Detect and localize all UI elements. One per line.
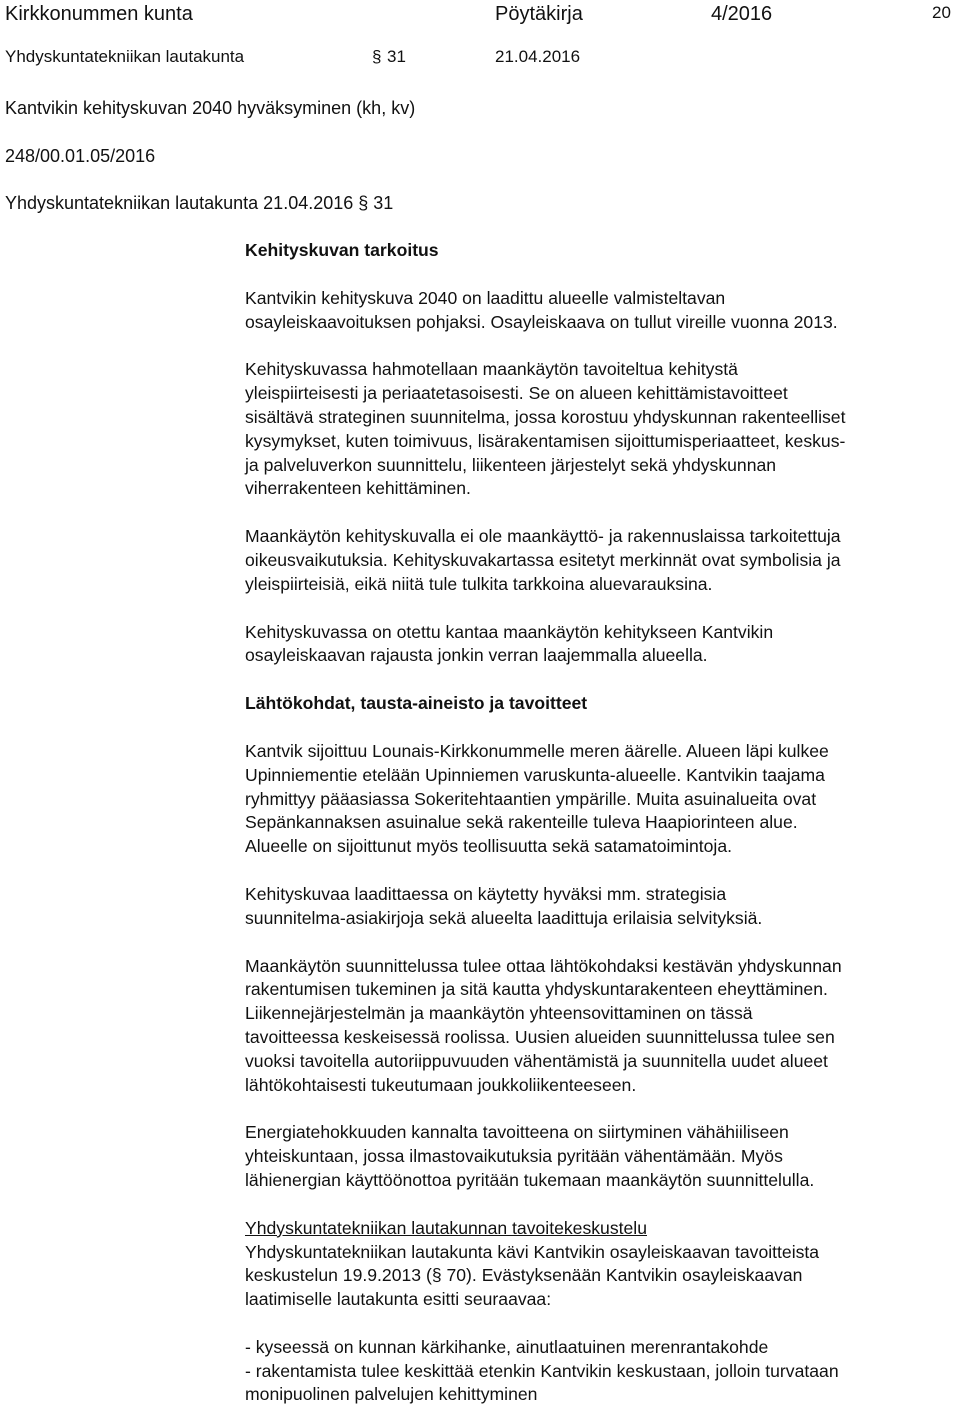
paragraph-line: lähtökohtaisesti tukeutumaan joukkoliikenteeseen.: [245, 1074, 637, 1095]
paragraph-line: osayleiskaavan rajausta jonkin verran laajemmalla alueella.: [245, 645, 708, 666]
paragraph-line: yleispiirteisesti ja periaatetasoisesti. Se on alueen kehittämistavoitteet: [245, 383, 788, 404]
heading-purpose: Kehityskuvan tarkoitus: [245, 240, 439, 260]
paragraph-line: laatimiselle lautakunta esitti seuraavaa:: [245, 1289, 552, 1310]
paragraph-line: yleispiirteisiä, eikä niitä tule tulkita tarkkoina aluevarauksina.: [245, 573, 713, 594]
bullet-item-continuation: monipuolinen palvelujen kehittyminen: [245, 1384, 538, 1405]
paragraph-line: suunnitelma-asiakirjoja sekä alueelta laadittuja erilaisia selvityksiä.: [245, 907, 763, 928]
paragraph-line: sisältävä strateginen suunnitelma, jossa korostuu yhdyskunnan rakenteelliset: [245, 406, 846, 427]
record-number: 248/00.01.05/2016: [5, 146, 156, 166]
municipality-name: Kirkkonummen kunta: [5, 3, 193, 25]
paragraph-line: viherrakenteen kehittäminen.: [245, 478, 471, 499]
paragraph-line: Kantvik sijoittuu Lounais-Kirkkonummelle meren äärelle. Alueen läpi kulkee: [245, 740, 829, 761]
paragraph-line: osayleiskaavoituksen pohjaksi. Osayleiskaava on tullut vireille vuonna 2013.: [245, 311, 838, 332]
paragraph-line: tavoitteessa keskeisessä roolissa. Uusien alueiden suunnittelussa tulee sen: [245, 1026, 835, 1047]
section-mark: §: [372, 47, 382, 66]
document-type: Pöytäkirja: [495, 3, 583, 25]
paragraph-line: Kehityskuvassa hahmotellaan maankäytön tavoiteltua kehitystä: [245, 359, 738, 380]
paragraph-line: Alueelle on sijoittunut myös teollisuutta sekä satamatoimintoja.: [245, 836, 733, 857]
paragraph-line: keskustelun 19.9.2013 (§ 70). Evästyksenään Kantvikin osayleiskaavan: [245, 1265, 803, 1286]
paragraph-line: yhteiskuntaan, jossa ilmastovaikutuksia pyritään vähentämään. Myös: [245, 1146, 783, 1167]
paragraph-line: Kantvikin kehityskuva 2040 on laadittu alueelle valmisteltavan: [245, 287, 726, 308]
page-number: 20: [932, 3, 951, 22]
paragraph-line: lähienergian käyttöönottoa pyritään tukemaan maankäytön suunnittelulla.: [245, 1169, 815, 1190]
section-number: 31: [387, 47, 406, 66]
heading-committee-discussion: Yhdyskuntatekniikan lautakunnan tavoitekeskustelu: [245, 1217, 647, 1238]
paragraph-line: Yhdyskuntatekniikan lautakunta kävi Kantvikin osayleiskaavan tavoitteista: [245, 1241, 820, 1262]
paragraph-line: rakentumisen tukeminen ja sitä kautta yhdyskuntarakenteen eheyttäminen.: [245, 979, 828, 1000]
paragraph-line: Upinniementie etelään Upinniemen varuskunta-alueelle. Kantvikin taajama: [245, 764, 825, 785]
bullet-item: - rakentamista tulee keskittää etenkin Kantvikin keskustaan, jolloin turvataan: [245, 1360, 839, 1381]
committee-name: Yhdyskuntatekniikan lautakunta: [5, 47, 245, 66]
bullet-item: - kyseessä on kunnan kärkihanke, ainutlaatuinen merenrantakohde: [245, 1336, 769, 1357]
paragraph-line: Liikennejärjestelmän ja maankäytön yhteensovittaminen on tässä: [245, 1003, 753, 1024]
paragraph-line: ja palveluverkon suunnittelu, liikenteen järjestelyt sekä yhdyskunnan: [245, 454, 777, 475]
heading-background: Lähtökohdat, tausta-aineisto ja tavoitteet: [245, 693, 588, 714]
paragraph-line: Maankäytön kehityskuvalla ei ole maankäyttö- ja rakennuslaissa tarkoitettuja: [245, 526, 841, 547]
paragraph-line: kysymykset, kuten toimivuus, lisärakentamisen sijoittumisperiaatteet, keskus-: [245, 430, 846, 451]
item-title: Kantvikin kehityskuvan 2040 hyväksyminen (kh, kv): [5, 98, 416, 118]
paragraph-line: Kehityskuvassa on otettu kantaa maankäytön kehitykseen Kantvikin: [245, 621, 774, 642]
paragraph-line: oikeusvaikutuksia. Kehityskuvakartassa esitetyt merkinnät ovat symbolisia ja: [245, 549, 841, 570]
paragraph-line: ryhmittyy pääasiassa Sokeritehtaantien ympärille. Muita asuinalueita ovat: [245, 788, 817, 809]
paragraph-line: vuoksi tavoitella autoriippuvuuden vähentämistä ja suunnitella uudet alueet: [245, 1050, 828, 1071]
document-body: [245, 239, 957, 1407]
paragraph-line: Energiatehokkuuden kannalta tavoitteena on siirtyminen vähähiiliseen: [245, 1122, 789, 1143]
paragraph-line: Sepänkannaksen asuinalue sekä rakenteille tuleva Haapiorinteen alue.: [245, 812, 798, 833]
document-number: 4/2016: [711, 3, 773, 25]
meeting-reference: Yhdyskuntatekniikan lautakunta 21.04.2016 § 31: [5, 193, 394, 213]
paragraph-line: Maankäytön suunnittelussa tulee ottaa lähtökohdaksi kestävän yhdyskunnan: [245, 955, 842, 976]
meeting-date: 21.04.2016: [495, 47, 581, 66]
paragraph-line: Kehityskuvaa laadittaessa on käytetty hyväksi mm. strategisia: [245, 883, 727, 904]
